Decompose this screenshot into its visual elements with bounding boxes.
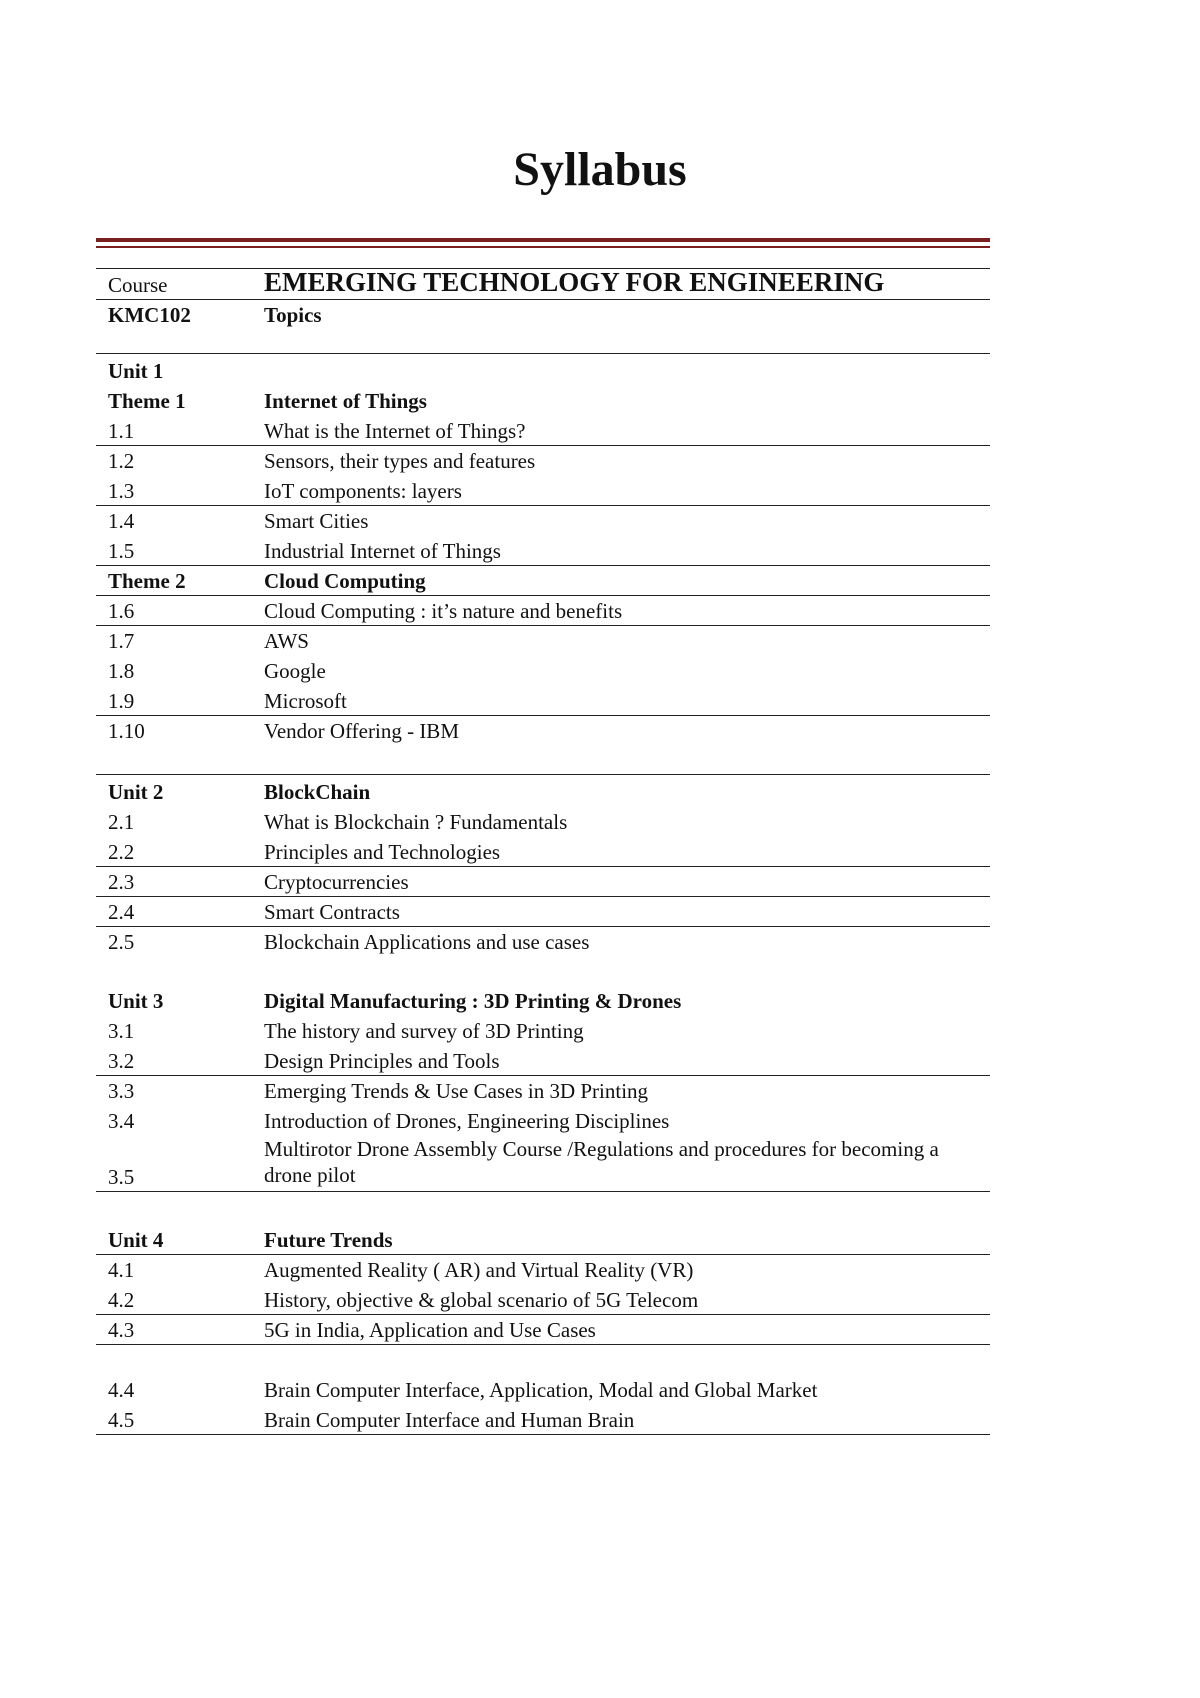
course-name: EMERGING TECHNOLOGY FOR ENGINEERING: [264, 267, 885, 297]
item-num: 1.2: [108, 449, 135, 473]
item-topic: Cryptocurrencies: [264, 870, 409, 894]
list-item: [96, 685, 990, 716]
list-item: [96, 896, 990, 927]
item-topic: Google: [264, 659, 326, 683]
unit4-row: [96, 1224, 990, 1255]
item-topic: Microsoft: [264, 689, 347, 713]
item-num: 4.1: [108, 1258, 135, 1282]
unit2-label: Unit 2: [108, 780, 164, 804]
theme1-title: Internet of Things: [264, 389, 427, 413]
item-num: 1.1: [108, 419, 135, 443]
list-item: [96, 836, 990, 867]
item-topic: Introduction of Drones, Engineering Disciplines: [264, 1109, 670, 1133]
list-item: [96, 1284, 990, 1315]
unit3-title: Digital Manufacturing : 3D Printing & Drones: [264, 989, 682, 1013]
item-num: 1.3: [108, 479, 135, 503]
list-item: [96, 1374, 990, 1404]
list-item: [96, 1314, 990, 1345]
list-item: [96, 415, 990, 446]
item-topic: IoT components: layers: [264, 479, 462, 503]
theme2-row: [96, 565, 990, 596]
item-num: 4.5: [108, 1408, 135, 1432]
item-num: 2.5: [108, 930, 135, 954]
item-num: 3.1: [108, 1019, 135, 1043]
list-item: [96, 1075, 990, 1105]
item-num: 4.4: [108, 1378, 135, 1402]
page-title: Syllabus: [513, 143, 687, 196]
list-item: [96, 595, 990, 626]
theme2-label: Theme 2: [108, 569, 186, 593]
item-topic: 5G in India, Application and Use Cases: [264, 1318, 596, 1342]
item-num: 2.4: [108, 900, 135, 924]
item-num: 2.3: [108, 870, 135, 894]
item-topic: The history and survey of 3D Printing: [264, 1019, 584, 1043]
list-item: [96, 1404, 990, 1435]
list-item: [96, 505, 990, 535]
item-topic: Cloud Computing : it’s nature and benefits: [264, 599, 623, 623]
item-topic: AWS: [264, 629, 309, 653]
item-topic: Smart Cities: [264, 509, 369, 533]
item-num: 3.4: [108, 1109, 135, 1133]
item-num: 1.6: [108, 599, 135, 623]
course-row: [96, 268, 990, 300]
item-topic: Smart Contracts: [264, 900, 400, 924]
item-topic: History, objective & global scenario of 5G Telecom: [264, 1288, 699, 1312]
item-topic: Industrial Internet of Things: [264, 539, 501, 563]
list-item: [96, 535, 990, 566]
item-topic: Sensors, their types and features: [264, 449, 536, 473]
unit3-label: Unit 3: [108, 989, 164, 1013]
list-item: [96, 1105, 990, 1135]
item-topic: Blockchain Applications and use cases: [264, 930, 590, 954]
list-item: [96, 715, 990, 775]
item-topic: Multirotor Drone Assembly Course /Regulations and procedures for becoming a drone pilot: [264, 1137, 939, 1187]
list-item: [96, 625, 990, 655]
list-item: [96, 1136, 990, 1192]
item-num: 1.8: [108, 659, 135, 683]
item-num: 2.2: [108, 840, 135, 864]
theme1-label: Theme 1: [108, 389, 186, 413]
item-topic: Brain Computer Interface, Application, Modal and Global Market: [264, 1378, 818, 1402]
item-topic: Emerging Trends & Use Cases in 3D Printing: [264, 1079, 649, 1103]
unit1-label: Unit 1: [108, 359, 164, 383]
item-num: 4.3: [108, 1318, 135, 1342]
list-item: [96, 1045, 990, 1076]
code-row: [96, 299, 990, 354]
list-item: [96, 655, 990, 685]
item-num: 4.2: [108, 1288, 135, 1312]
list-item: [96, 806, 990, 836]
item-topic: What is the Internet of Things?: [264, 419, 526, 443]
item-topic: What is Blockchain ? Fundamentals: [264, 810, 568, 834]
topics-label: Topics: [264, 303, 322, 327]
theme2-title: Cloud Computing: [264, 569, 426, 593]
item-topic: Brain Computer Interface and Human Brain: [264, 1408, 635, 1432]
item-num: 1.9: [108, 689, 135, 713]
unit3-row: [96, 985, 990, 1015]
list-item: [96, 866, 990, 897]
item-num: 3.2: [108, 1049, 135, 1073]
unit1-row: [96, 355, 990, 385]
list-item: [96, 1254, 990, 1284]
unit4-label: Unit 4: [108, 1228, 164, 1252]
list-item: [96, 926, 990, 956]
title-rule: [96, 238, 990, 242]
item-num: 1.5: [108, 539, 135, 563]
list-item: [96, 475, 990, 506]
item-num: 3.5: [108, 1165, 135, 1189]
item-num: 3.3: [108, 1079, 135, 1103]
list-item: [96, 445, 990, 475]
item-num: 1.4: [108, 509, 135, 533]
unit4-title: Future Trends: [264, 1228, 393, 1252]
course-label: Course: [108, 273, 168, 297]
unit2-row: [96, 776, 990, 806]
item-num: 1.7: [108, 629, 135, 653]
title-rule-thin: [96, 246, 990, 248]
course-code: KMC102: [108, 303, 191, 327]
item-num: 1.10: [108, 719, 145, 743]
item-topic: Augmented Reality ( AR) and Virtual Reality (VR): [264, 1258, 694, 1282]
unit2-title: BlockChain: [264, 780, 371, 804]
item-topic: Principles and Technologies: [264, 840, 501, 864]
item-num: 2.1: [108, 810, 135, 834]
item-topic: Design Principles and Tools: [264, 1049, 500, 1073]
list-item: [96, 1015, 990, 1045]
item-topic: Vendor Offering - IBM: [264, 719, 459, 743]
theme1-row: [96, 385, 990, 415]
